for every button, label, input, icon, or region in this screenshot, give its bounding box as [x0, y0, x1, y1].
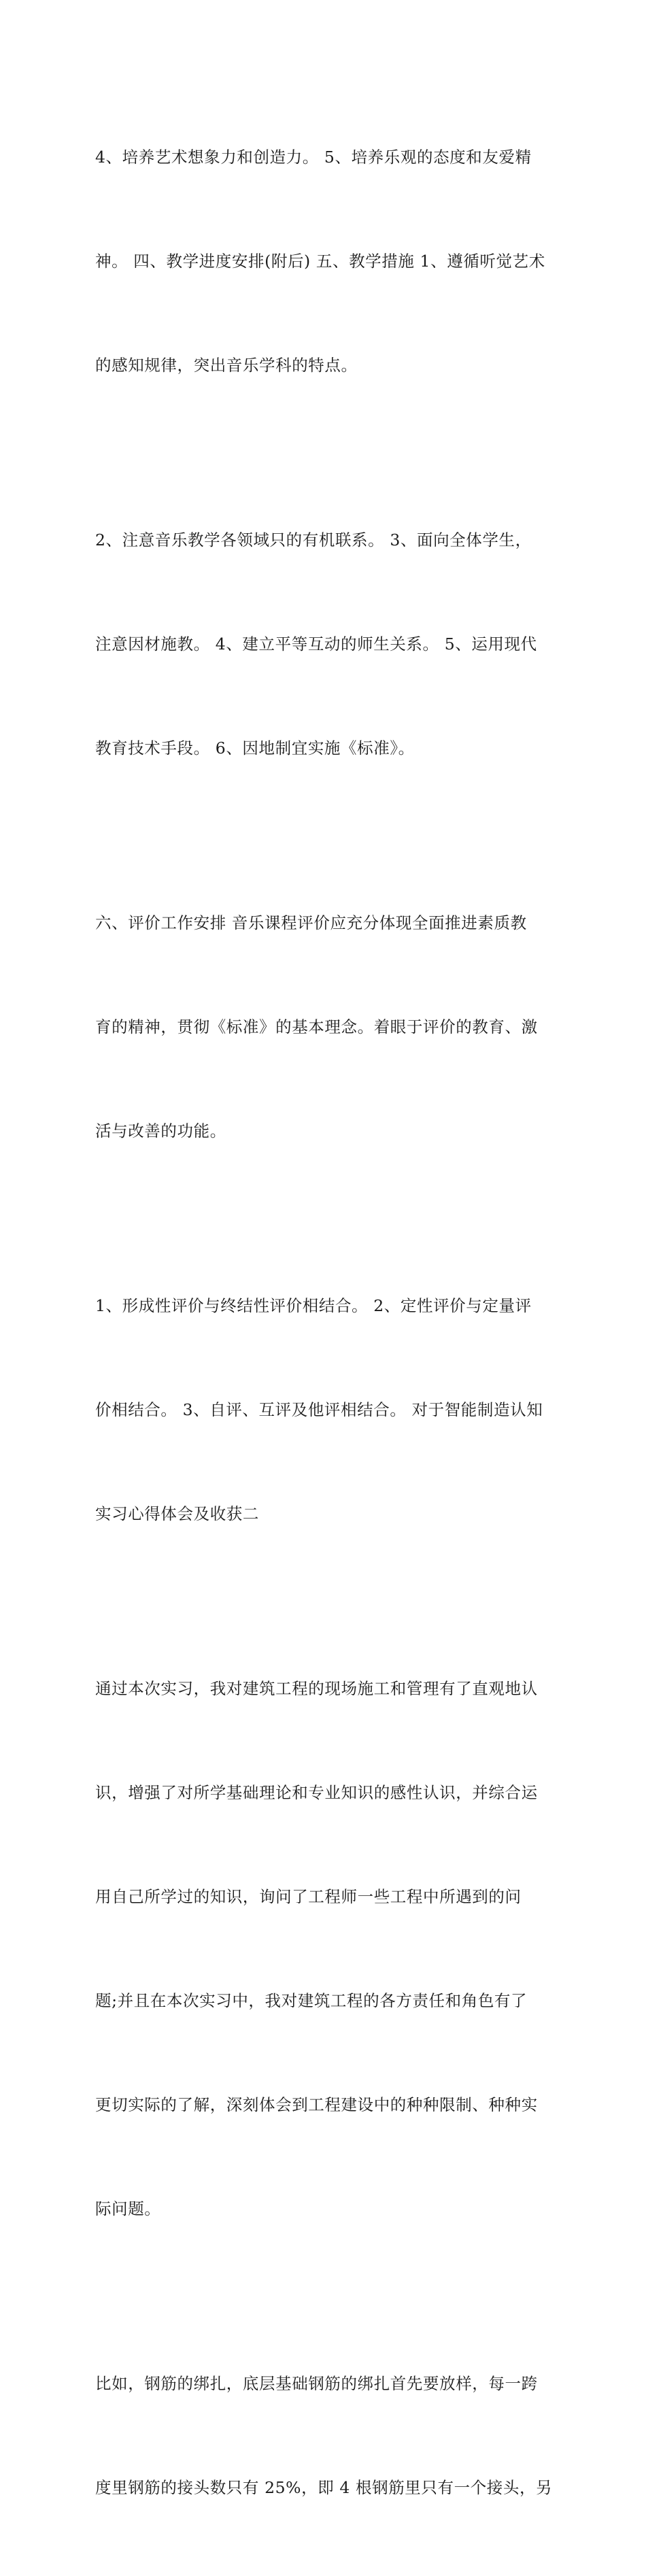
text-line: 际问题。 — [95, 2199, 161, 2218]
paragraph — [95, 2297, 558, 2575]
paragraph — [95, 836, 558, 1218]
paragraph — [95, 454, 558, 835]
text-line: 教育技术手段。 6、因地制宜实施《标准》。 — [95, 739, 415, 758]
text-line: 题;并且在本次实习中，我对建筑工程的各方责任和角色有了 — [95, 1991, 528, 2010]
text-line: 1、形成性评价与终结性评价相结合。 2、定性评价与定量评 — [95, 1296, 532, 1315]
text-line: 实习心得体会及收获二 — [95, 1504, 259, 1523]
paragraph — [95, 1219, 558, 1601]
text-line: 度里钢筋的接头数只有 25%，即 4 根钢筋里只有一个接头，另 — [95, 2478, 553, 2497]
text-line: 育的精神，贯彻《标准》的基本理念。着眼于评价的教育、激 — [95, 1017, 538, 1036]
document-body — [95, 71, 558, 2576]
text-line: 神。 四、教学进度安排(附后) 五、教学措施 1、遵循听觉艺术 — [95, 252, 545, 271]
text-line: 更切实际的了解，深刻体会到工程建设中的种种限制、种种实 — [95, 2095, 538, 2114]
text-line: 活与改善的功能。 — [95, 1121, 226, 1140]
text-line: 注意因材施教。 4、建立平等互动的师生关系。 5、运用现代 — [95, 634, 537, 654]
text-line: 价相结合。 3、自评、互评及他评相结合。 对于智能制造认知 — [95, 1400, 543, 1419]
text-line: 通过本次实习，我对建筑工程的现场施工和管理有了直观地认 — [95, 1679, 538, 1698]
text-line: 用自己所学过的知识，询问了工程师一些工程中所遇到的问 — [95, 1887, 522, 1906]
text-line: 六、评价工作安排 音乐课程评价应充分体现全面推进素质教 — [95, 913, 527, 932]
text-line: 2、注意音乐教学各领域只的有机联系。 3、面向全体学生， — [95, 530, 532, 549]
text-line: 比如，钢筋的绑扎，底层基础钢筋的绑扎首先要放样，每一跨 — [95, 2374, 538, 2393]
paragraph — [95, 71, 558, 452]
paragraph — [95, 1602, 558, 2296]
text-line: 4、培养艺术想象力和创造力。 5、培养乐观的态度和友爱精 — [95, 148, 532, 167]
text-line: 识，增强了对所学基础理论和专业知识的感性认识，并综合运 — [95, 1783, 538, 1802]
text-line: 的感知规律，突出音乐学科的特点。 — [95, 356, 358, 375]
